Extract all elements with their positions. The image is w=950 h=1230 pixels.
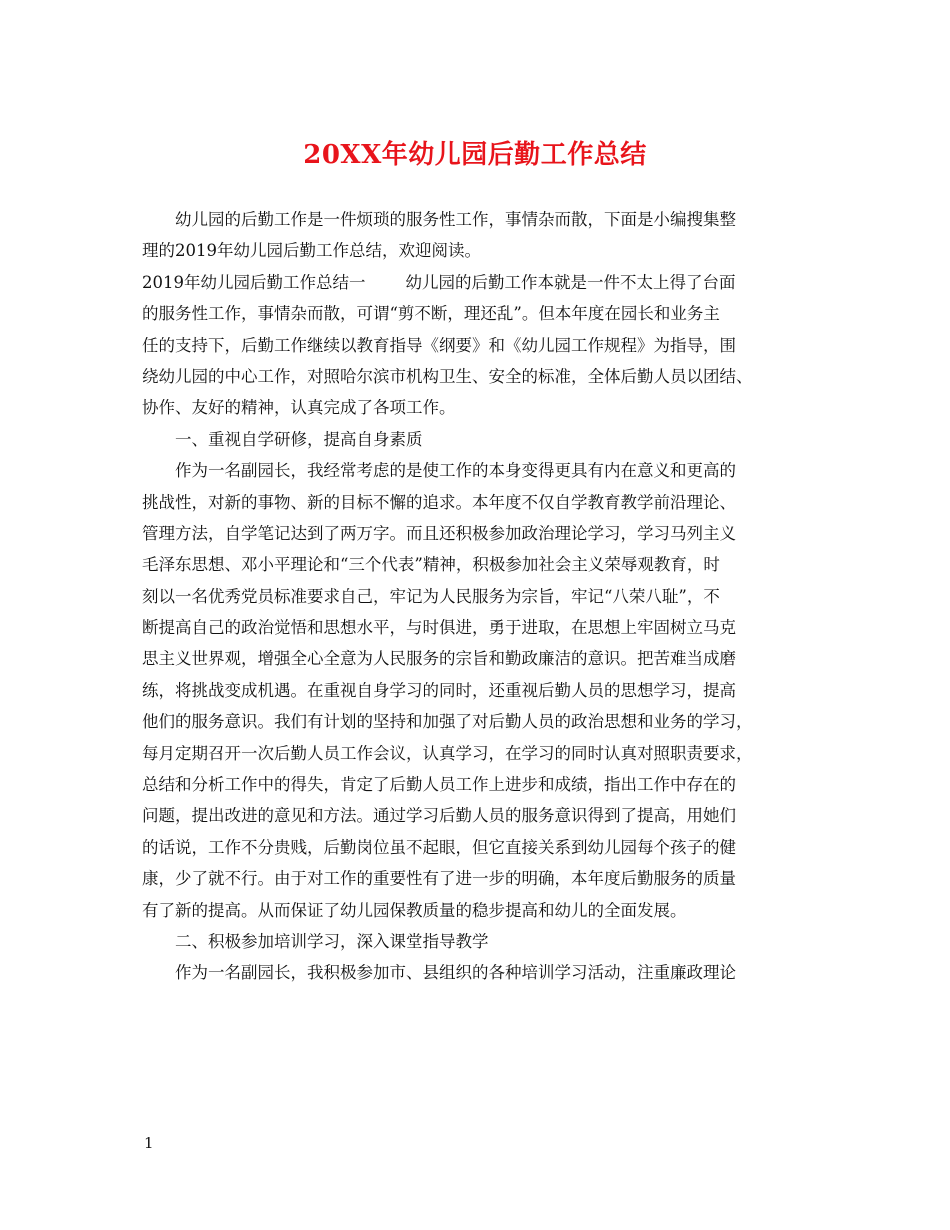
body-line: 绕幼儿园的中心工作，对照哈尔滨市机构卫生、安全的标准，全体后勤人员以团结、 — [142, 366, 753, 386]
body-line: 刻以一名优秀党员标准要求自己，牢记为人民服务为宗旨，牢记“八荣八耻”，不 — [142, 586, 720, 606]
body-line: 作为一名副园长，我积极参加市、县组织的各种培训学习活动，注重廉政理论 — [175, 963, 736, 983]
body-line: 毛泽东思想、邓小平理论和“三个代表”精神，积极参加社会主义荣辱观教育，时 — [142, 555, 720, 575]
body-line: 总结和分析工作中的得失，肯定了后勤人员工作上进步和成绩，指出工作中存在的 — [142, 775, 736, 795]
document-body — [142, 204, 822, 989]
body-line: 康，少了就不行。由于对工作的重要性有了进一步的明确，本年度后勤服务的质量 — [142, 869, 736, 889]
section-heading: 2019年幼儿园后勤工作总结一 — [142, 272, 366, 292]
body-line: 作为一名副园长，我经常考虑的是使工作的本身变得更具有内在意义和更高的 — [175, 461, 736, 481]
body-line: 理的2019年幼儿园后勤工作总结，欢迎阅读。 — [142, 241, 481, 261]
body-line: 练，将挑战变成机遇。在重视自身学习的同时，还重视后勤人员的思想学习，提高 — [142, 680, 736, 700]
page-number: 1 — [144, 1134, 154, 1152]
body-line: 的话说，工作不分贵贱，后勤岗位虽不起眼，但它直接关系到幼儿园每个孩子的健 — [142, 837, 736, 857]
document-title: 20XX年幼儿园后勤工作总结 — [303, 140, 647, 170]
body-line-with-heading — [142, 267, 822, 298]
body-line: 管理方法，自学笔记达到了两万字。而且还积极参加政治理论学习，学习马列主义 — [142, 523, 736, 543]
body-line: 问题，提出改进的意见和方法。通过学习后勤人员的服务意识得到了提高，用她们 — [142, 806, 736, 826]
body-line: 他们的服务意识。我们有计划的坚持和加强了对后勤人员的政治思想和业务的学习， — [142, 712, 753, 732]
section-heading: 二、积极参加培训学习，深入课堂指导教学 — [175, 931, 489, 951]
body-line: 协作、友好的精神，认真完成了各项工作。 — [142, 398, 456, 418]
body-line: 有了新的提高。从而保证了幼儿园保教质量的稳步提高和幼儿的全面发展。 — [142, 900, 687, 920]
body-line: 每月定期召开一次后勤人员工作会议，认真学习，在学习的同时认真对照职责要求， — [142, 743, 753, 763]
body-line: 任的支持下，后勤工作继续以教育指导《纲要》和《幼儿园工作规程》为指导，围 — [142, 335, 736, 355]
body-line: 挑战性，对新的事物、新的目标不懈的追求。本年度不仅自学教育教学前沿理论、 — [142, 492, 736, 512]
body-line: 断提高自己的政治觉悟和思想水平，与时俱进，勇于进取，在思想上牢固树立马克 — [142, 618, 736, 638]
body-line-fragment: 幼儿园的后勤工作本就是一件不太上得了台面 — [405, 272, 736, 292]
body-line: 思主义世界观，增强全心全意为人民服务的宗旨和勤政廉洁的意识。把苦难当成磨 — [142, 649, 736, 669]
section-heading: 一、重视自学研修，提高自身素质 — [175, 429, 423, 449]
body-line: 的服务性工作，事情杂而散，可谓“剪不断，理还乱”。但本年度在园长和业务主 — [142, 304, 720, 324]
body-line: 幼儿园的后勤工作是一件烦琐的服务性工作，事情杂而散，下面是小编搜集整 — [175, 210, 736, 229]
